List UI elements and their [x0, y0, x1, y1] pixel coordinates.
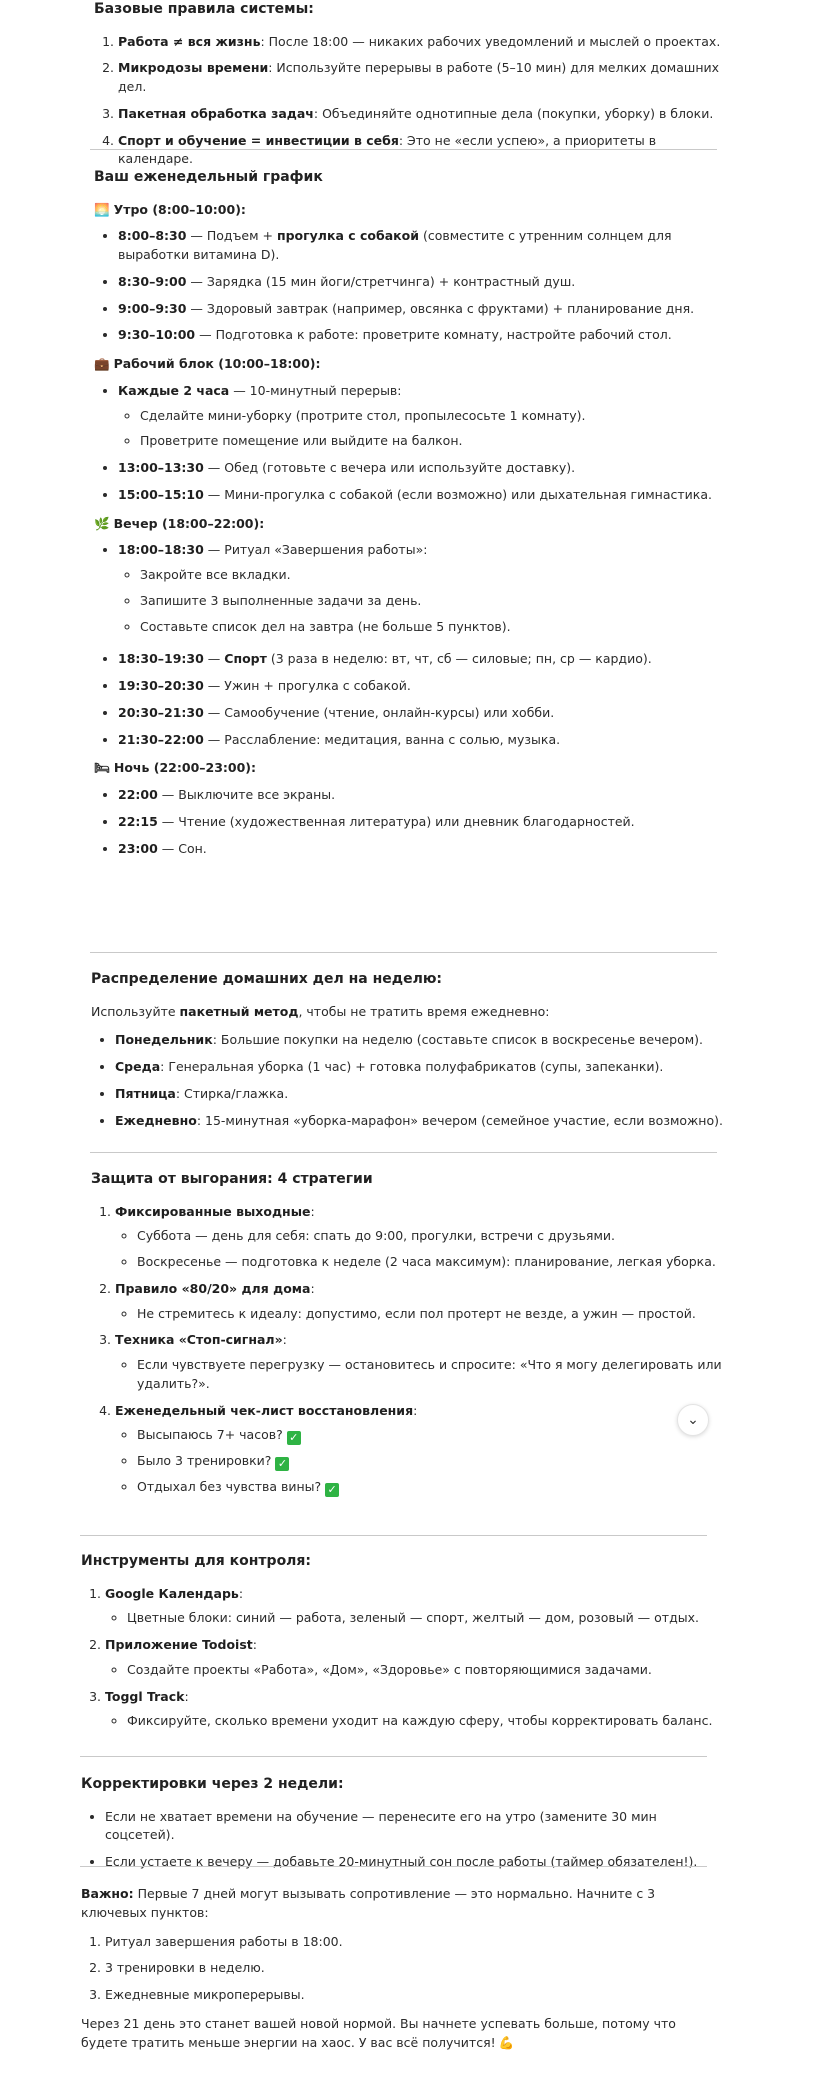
closing-text: Через 21 день это станет вашей новой нормой. Вы начнете успевать больше, потому что будете тратить меньше энергии на хаос. У вас всё получится! 💪: [81, 2015, 721, 2053]
list-item: • 18:00–18:30 — Ритуал «Завершения работы»: ◦ Закройте все вкладки. ◦ Запишите 3 выполненные задачи за день. ◦ Составьте список дел на завтра (не больше 5 пунктов).: [118, 541, 734, 636]
list-item: • Ежедневно: 15-минутная «уборка-марафон» вечером (семейное участие, если возможно).: [115, 1112, 731, 1131]
list-item: • 8:00–8:30 — Подъем + прогулка с собакой (совместите с утренним солнцем для выработки витамина D).: [118, 227, 734, 265]
sublist: [105, 1712, 721, 1731]
chores-intro: Используйте пакетный метод, чтобы не тратить время ежедневно:: [91, 1003, 550, 1019]
divider: [80, 1535, 707, 1536]
night-heading: 🛏 Ночь (22:00–23:00):: [94, 759, 734, 778]
morning-list: [94, 227, 734, 345]
list-item: ◦ Цветные блоки: синий — работа, зеленый — спорт, желтый — дом, розовый — отдых.: [127, 1609, 721, 1628]
list-item: • 9:00–9:30 — Здоровый завтрак (например, овсянка с фруктами) + планирование дня.: [118, 300, 734, 319]
burnout-title: Защита от выгорания: 4 стратегии: [91, 1171, 373, 1187]
sublist: [115, 1227, 731, 1272]
list-item: ◦ Воскресенье — подготовка к неделе (2 часа максимум): планирование, легкая уборка.: [137, 1253, 731, 1272]
list-item: 4. Еженедельный чек-лист восстановления: ◦ Высыпаюсь 7+ часов? ✓ ◦ Было 3 тренировки? ✓ ◦ Отдыхал без чувства вины? ✓: [115, 1402, 731, 1498]
list-item: 1. Google Календарь: ◦ Цветные блоки: синий — работа, зеленый — спорт, желтый — дом, розовый — отдых.: [105, 1585, 721, 1629]
check-mark-icon: ✓: [287, 1431, 301, 1445]
list-item: ◦ Закройте все вкладки.: [140, 566, 734, 585]
work-sublist: [118, 407, 734, 452]
list-item: • 21:30–22:00 — Расслабление: медитация, ванна с солью, музыка.: [118, 731, 734, 750]
sunrise-icon: 🌅: [94, 201, 110, 217]
list-item: [118, 33, 734, 52]
list-item: ◦ Проветрите помещение или выйдите на балкон.: [140, 432, 734, 451]
list-item: • Понедельник: Большие покупки на неделю (составьте список в воскресенье вечером).: [115, 1031, 731, 1050]
rule-text: : Объединяйте однотипные дела (покупки, уборку) в блоки.: [313, 105, 714, 121]
list-item: • 20:30–21:30 — Самообучение (чтение, онлайн-курсы) или хобби.: [118, 704, 734, 723]
list-item: • Если устаете к вечеру — добавьте 20-минутный сон после работы (таймер обязателен!).: [105, 1853, 721, 1872]
rule-bold: Работа ≠ вся жизнь: [118, 33, 261, 49]
sublist: [115, 1356, 731, 1394]
list-item: • 8:30–9:00 — Зарядка (15 мин йоги/стретчинга) + контрастный душ.: [118, 273, 734, 292]
list-item: ◦ Фиксируйте, сколько времени уходит на каждую сферу, чтобы корректировать баланс.: [127, 1712, 721, 1731]
tools-title: Инструменты для контроля:: [81, 1553, 312, 1569]
list-item: [118, 132, 734, 170]
list-item: ◦ Если чувствуете перегрузку — остановитесь и спросите: «Что я могу делегировать или удалить?».: [137, 1356, 731, 1394]
list-item: • 19:30–20:30 — Ужин + прогулка с собакой.: [118, 677, 734, 696]
scroll-down-button[interactable]: [677, 1404, 709, 1436]
list-item: • 22:00 — Выключите все экраны.: [118, 786, 734, 805]
chores-list: [91, 1031, 731, 1130]
rules-title: Базовые правила системы:: [94, 1, 314, 17]
check-mark-icon: ✓: [275, 1457, 289, 1471]
list-item: 1. Ритуал завершения работы в 18:00.: [105, 1933, 721, 1952]
list-item: • Пятница: Стирка/глажка.: [115, 1085, 731, 1104]
burnout-list: [91, 1203, 731, 1498]
list-item: • Среда: Генеральная уборка (1 час) + готовка полуфабрикатов (супы, запеканки).: [115, 1058, 731, 1077]
morning-heading: 🌅 Утро (8:00–10:00):: [94, 201, 734, 220]
list-item: • 22:15 — Чтение (художественная литература) или дневник благодарностей.: [118, 813, 734, 832]
rule-bold: Микродозы времени: [118, 60, 269, 76]
work-heading: 💼 Рабочий блок (10:00–18:00):: [94, 355, 734, 374]
evening-list: [94, 541, 734, 749]
list-item: ◦ Суббота — день для себя: спать до 9:00, прогулки, встречи с друзьями.: [137, 1227, 731, 1246]
flexed-biceps-icon: 💪: [498, 2034, 515, 2050]
briefcase-icon: 💼: [94, 356, 110, 372]
list-item: ◦ Сделайте мини-уборку (протрите стол, пропылесосьте 1 комнату).: [140, 407, 734, 426]
list-item: 3. Ежедневные микроперерывы.: [105, 1986, 721, 2005]
list-item: ◦ Высыпаюсь 7+ часов? ✓: [137, 1426, 731, 1445]
list-item: [118, 105, 734, 124]
divider: [80, 1866, 707, 1867]
list-item: ◦ Не стремитесь к идеалу: допустимо, если пол протерт не везде, а ужин — простой.: [137, 1305, 731, 1324]
sublist: [105, 1609, 721, 1628]
divider: [80, 1756, 707, 1757]
list-item: • 15:00–15:10 — Мини-прогулка с собакой (если возможно) или дыхательная гимнастика.: [118, 486, 734, 505]
checklist: [115, 1426, 731, 1497]
evening-sublist: [118, 566, 734, 636]
list-item: 2. Приложение Todoist: ◦ Создайте проекты «Работа», «Дом», «Здоровье» с повторяющимися задачами.: [105, 1636, 721, 1680]
list-item: • 23:00 — Сон.: [118, 840, 734, 859]
list-item: • 18:30–19:30 — Спорт (3 раза в неделю: вт, чт, сб — силовые; пн, ср — кардио).: [118, 650, 734, 669]
rule-text: : Используйте перерывы в работе (5–10 мин) для мелких домашних дел.: [118, 60, 720, 95]
list-item: • 9:30–10:00 — Подготовка к работе: проветрите комнату, настройте рабочий стол.: [118, 326, 734, 345]
list-item: ◦ Создайте проекты «Работа», «Дом», «Здоровье» с повторяющимися задачами.: [127, 1661, 721, 1680]
list-item: • 13:00–13:30 — Обед (готовьте с вечера или используйте доставку).: [118, 459, 734, 478]
list-item: ◦ Составьте список дел на завтра (не больше 5 пунктов).: [140, 618, 734, 637]
night-list: [94, 786, 734, 858]
list-item: ◦ Было 3 тренировки? ✓: [137, 1452, 731, 1471]
tools-section: [81, 1552, 721, 1741]
chevron-down-icon: ⌄: [687, 1411, 699, 1428]
list-item: ◦ Запишите 3 выполненные задачи за день.: [140, 592, 734, 611]
list-item: ◦ Отдыхал без чувства вины? ✓: [137, 1478, 731, 1497]
list-item: 3. Техника «Стоп-сигнал»: ◦ Если чувствуете перегрузку — остановитесь и спросите: «Что я могу делегировать или удалить?».: [115, 1331, 731, 1393]
rules-section: [94, 0, 734, 179]
chores-title: Распределение домашних дел на неделю:: [91, 971, 443, 987]
list-item: 1. Фиксированные выходные: ◦ Суббота — день для себя: спать до 9:00, прогулки, встречи с друзьями. ◦ Воскресенье — подготовка к неделе (2 часа максимум): планирование, легкая уборка.: [115, 1203, 731, 1272]
list-item: • Каждые 2 часа — 10-минутный перерыв: ◦ Сделайте мини-уборку (протрите стол, пропылесосьте 1 комнату). ◦ Проветрите помещение или выйдите на балкон.: [118, 382, 734, 451]
adjust-list: [81, 1808, 721, 1872]
important-note: Важно: Первые 7 дней могут вызывать сопротивление — это нормально. Начните с 3 ключевых пунктов:: [81, 1886, 656, 1920]
rule-text: : Это не «если успею», а приоритеты в календаре.: [118, 132, 657, 167]
sublist: [105, 1661, 721, 1680]
work-list: [94, 382, 734, 505]
divider: [90, 1152, 717, 1153]
leaf-icon: 🌿: [94, 515, 110, 531]
schedule-section: [94, 168, 734, 868]
evening-heading: 🌿 Вечер (18:00–22:00):: [94, 515, 734, 534]
list-item: 3. Toggl Track: ◦ Фиксируйте, сколько времени уходит на каждую сферу, чтобы корректировать баланс.: [105, 1688, 721, 1732]
rule-bold: Пакетная обработка задач: [118, 105, 314, 121]
sublist: [115, 1305, 731, 1324]
list-item: 2. 3 тренировки в неделю.: [105, 1959, 721, 1978]
rule-text: : После 18:00 — никаких рабочих уведомлений и мыслей о проектах.: [260, 33, 721, 49]
bed-icon: 🛏: [94, 760, 110, 776]
adjust-title: Корректировки через 2 недели:: [81, 1776, 344, 1792]
list-item: 2. Правило «80/20» для дома: ◦ Не стремитесь к идеалу: допустимо, если пол протерт не везде, а ужин — простой.: [115, 1280, 731, 1324]
list-item: [118, 59, 734, 97]
chores-section: [91, 970, 731, 1140]
key-points-list: [81, 1933, 721, 2005]
divider: [90, 149, 717, 150]
rule-bold: Спорт и обучение = инвестиции в себя: [118, 132, 399, 148]
tools-list: [81, 1585, 721, 1732]
list-item: • Если не хватает времени на обучение — перенесите его на утро (замените 30 мин соцсетей).: [105, 1808, 721, 1846]
divider: [90, 952, 717, 953]
schedule-title: Ваш еженедельный график: [94, 169, 323, 185]
check-mark-icon: ✓: [325, 1483, 339, 1497]
burnout-section: [91, 1170, 731, 1507]
final-section: [81, 1885, 721, 2062]
